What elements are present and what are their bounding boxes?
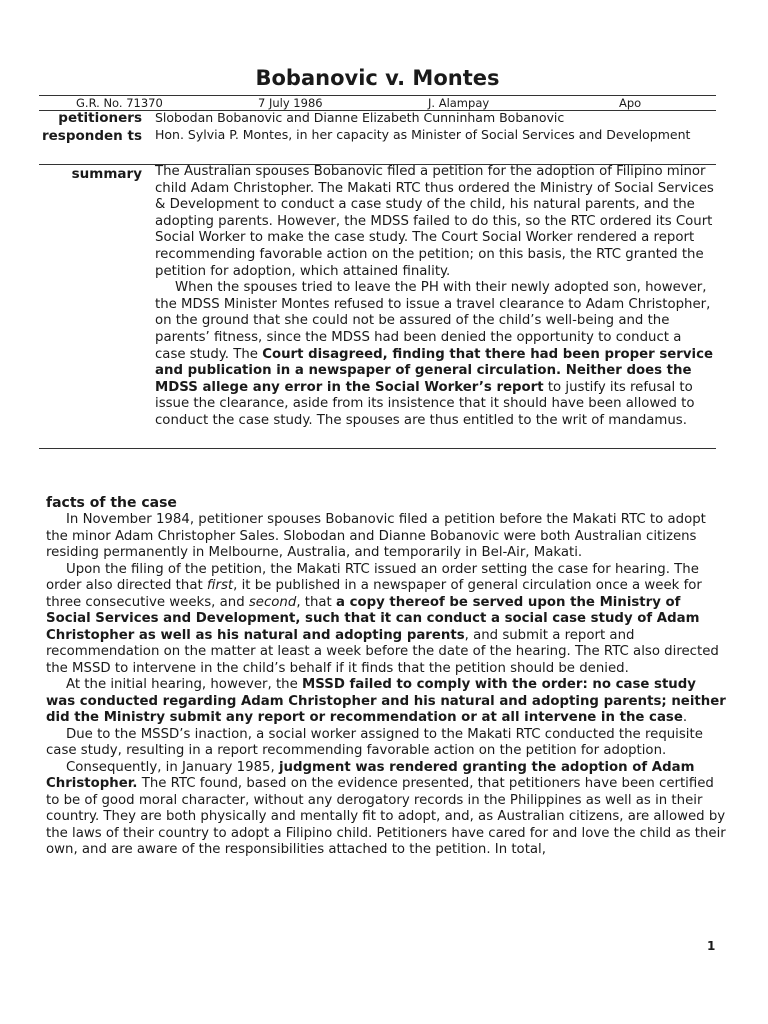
facts-text-run: The RTC found, based on the evidence presented, that petitioners have been certified to be of good moral character, without any derogatory records in the Philippines as well as in their country. They are both physically and mentally fit to adopt, and, as Australian citizens, are allowed by the laws of their country to adopt a Filipino child. Petitioners have cared for and love the child as their own, and are aware of the responsibilities attached to the petition. In total,	[46, 776, 726, 857]
facts-text-run: Upon the filing of the petition, the Makati RTC issued an order setting the case for hearing. The order also directed that	[46, 561, 699, 593]
facts-text-run: , it be published in a newspaper of general circulation once a week for three consecutive weeks, and	[46, 578, 702, 610]
summary-paragraph-1: The Australian spouses Bobanovic filed a petition for the adoption of Filipino minor child Adam Christopher. The Makati RTC thus ordered the Ministry of Social Services & Development to conduct a case study of the child, his natural parents, and the adopting parents. However, the MDSS failed to do this, so the RTC ordered its Court Social Worker to make the case study. The Court Social Worker rendered a report recommending favorable action on the petition; on this basis, the RTC granted the petition for adoption, which attained finality.	[155, 164, 714, 279]
case-meta-row	[39, 95, 716, 111]
respondents-value: Hon. Sylvia P. Montes, in her capacity as Minister of Social Services and Development	[155, 127, 691, 142]
facts-paragraph-4: Due to the MSSD’s inaction, a social worker assigned to the Makati RTC conducted the requisite case study, resulting in a report recommending favorable action on the petition for adoption.	[46, 726, 703, 758]
summary-text-run: When the spouses tried to leave the PH with their newly adopted son, however, the MDSS Minister Montes refused to issue a travel clearance to Adam Christopher, on the ground that she could not be assured of the child’s well-being and the parents’ fitness, since the MDSS had been denied the opportunity to conduct a case study. The	[155, 280, 711, 362]
ponente: J. Alampay	[428, 96, 490, 110]
case-title: Bobanovic v. Montes	[255, 66, 500, 90]
facts-text-run: , and submit a report and recommendation on the matter at least a week before the date of the hearing. The RTC also directed the MSSD to intervene in the child’s behalf if it finds that the petition should be denied.	[46, 627, 719, 676]
facts-bold-run: judgment was rendered granting the adoption of Adam Christopher.	[46, 759, 695, 791]
summary-paragraph-2	[155, 280, 715, 429]
petitioners-label: petitioners	[58, 110, 142, 126]
facts-bold-run: a copy thereof be served upon the Ministry of Social Services and Development, such that it can conduct a social case study of Adam Christopher as well as his natural and adopting parents	[46, 594, 700, 643]
facts-text-run: Consequently, in January 1985,	[66, 759, 279, 775]
facts-body	[46, 512, 726, 859]
decision-date: 7 July 1986	[258, 96, 323, 110]
summary-text	[155, 164, 715, 430]
table-bottom-rule	[39, 448, 716, 449]
facts-text-run: , that	[296, 594, 336, 610]
summary-label: summary	[71, 166, 142, 182]
facts-heading: facts of the case	[46, 495, 177, 511]
facts-text-run: At the initial hearing, however, the	[66, 677, 303, 692]
gr-number: G.R. No. 71370	[76, 96, 163, 110]
facts-paragraph-5	[46, 760, 726, 859]
summary-bold-run: Court disagreed, finding that there had been proper service and publication in a newspaper of general circulation. Neither does the MDSS allege any error in the Social Worker’s report	[155, 346, 713, 395]
summary-text-run: to justify its refusal to issue the clearance, aside from its insistence that it should have been allowed to conduct the case study. The spouses are thus entitled to the writ of mandamus.	[155, 379, 695, 428]
facts-paragraph-1: In November 1984, petitioner spouses Bobanovic filed a petition before the Makati RTC to adopt the minor Adam Christopher Sales. Slobodan and Dianne Bobanovic were both Australian citizens residing permanently in Melbourne, Australia, and temporarily in Bel-Air, Makati.	[46, 512, 706, 560]
facts-italic-run: second	[248, 594, 297, 610]
facts-paragraph-2	[46, 562, 726, 678]
petitioners-value: Slobodan Bobanovic and Dianne Elizabeth Cunninham Bobanovic	[155, 110, 565, 125]
facts-bold-run: MSSD failed to comply with the order: no case study was conducted regarding Adam Christopher and his natural and adopting parents; neither did the Ministry submit any report or recommendation or at all intervene in the case	[46, 677, 726, 725]
digest-author: Apo	[619, 96, 642, 110]
facts-italic-run: first	[206, 578, 234, 593]
respondents-label-text: responden ts	[41, 128, 142, 144]
facts-text-run: .	[682, 710, 688, 725]
facts-paragraph-3	[46, 677, 726, 727]
respondents-label	[39, 127, 142, 146]
page-number: 1	[707, 939, 716, 953]
